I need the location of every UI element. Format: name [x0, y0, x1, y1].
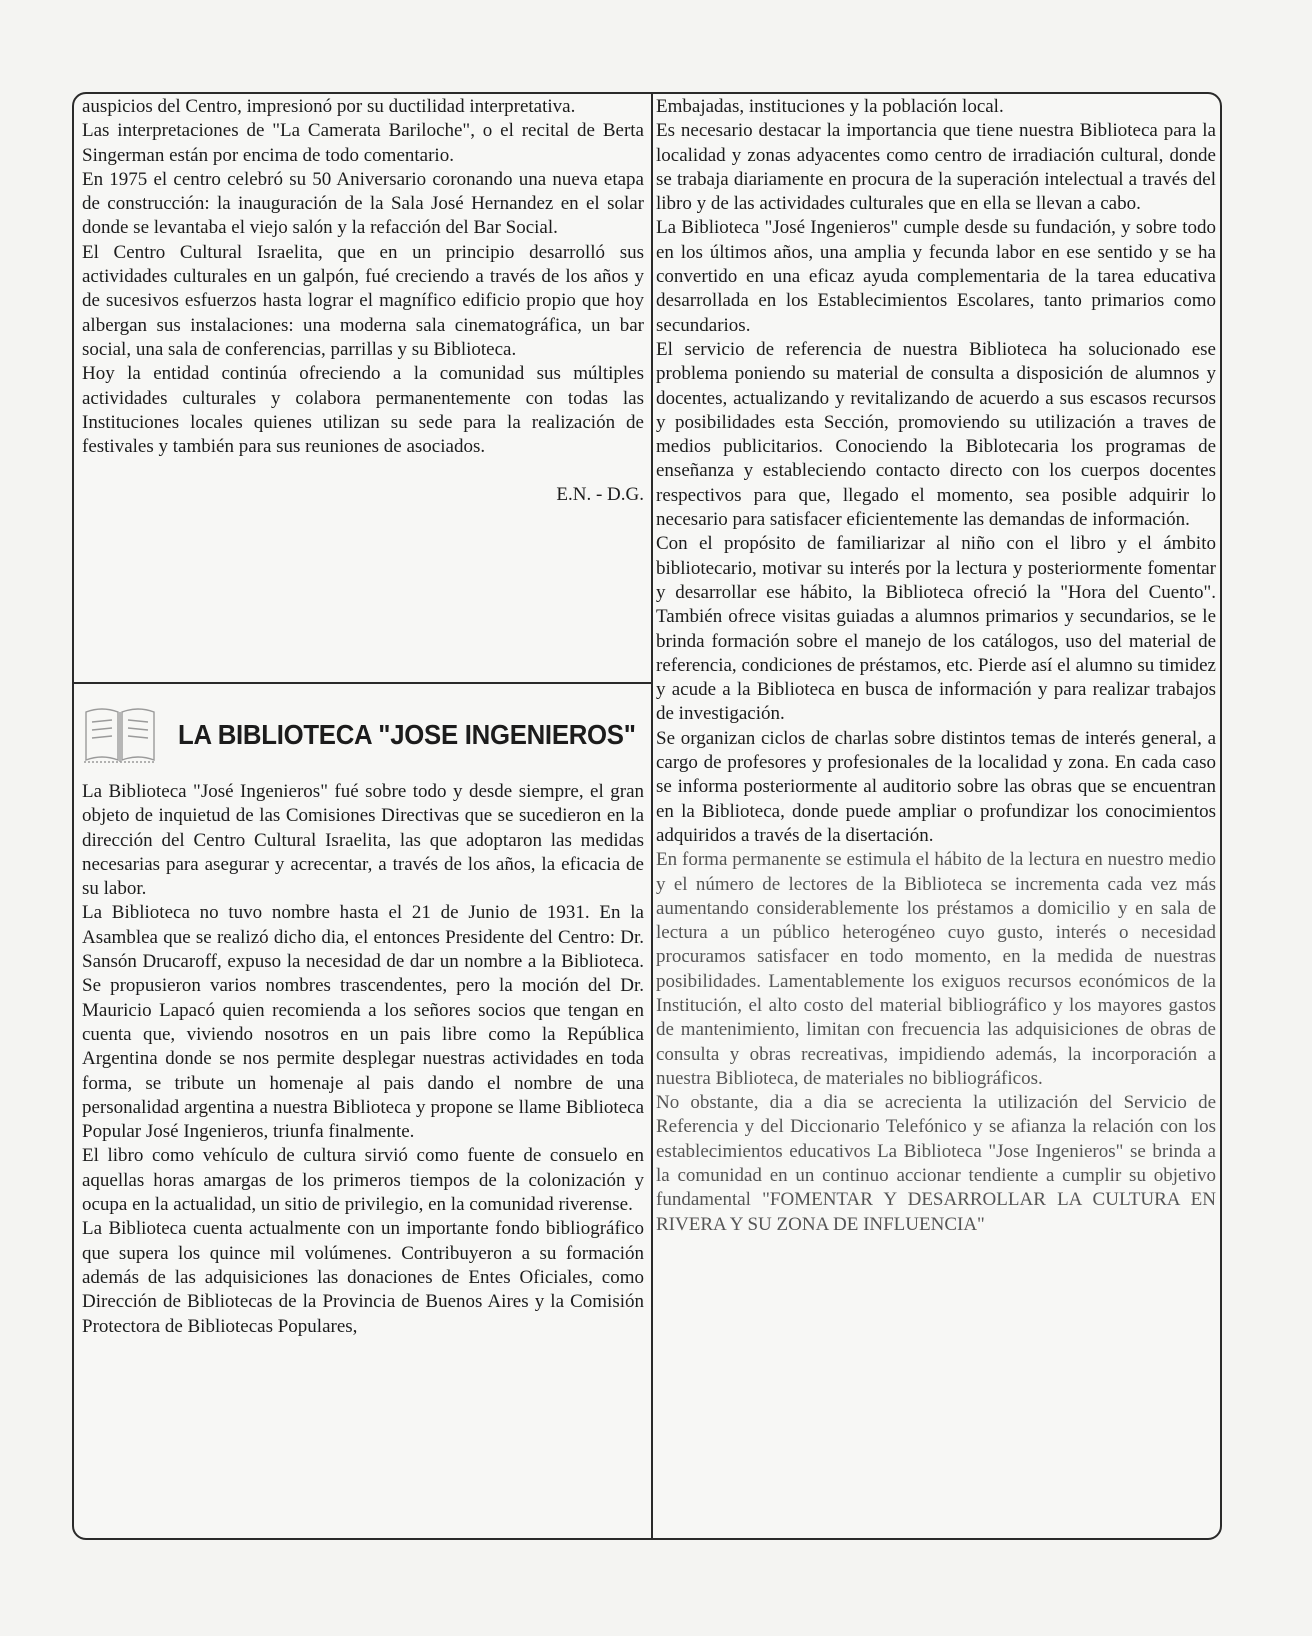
section-title: LA BIBLIOTECA "JOSE INGENIEROS" — [178, 719, 636, 750]
paragraph: La Biblioteca "José Ingenieros" cumple desde su fundación, y sobre todo en los últimos años, una amplia y fecunda labor en ese sentido y se ha convertido en una eficaz ayuda complementaria de la tarea educativa desarrollada en los Establecimientos Escolares, tanto primarios como secundarios. — [656, 217, 1216, 336]
paragraph: En 1975 el centro celebró su 50 Aniversario coronando una nueva etapa de construcción: la inauguración de la Sala José Hernandez en el solar donde se levantaba el viejo salón y la refacción del Bar Social. — [82, 168, 644, 239]
paragraph: Las interpretaciones de "La Camerata Bariloche", o el recital de Berta Singerman están por encima de todo comentario. — [82, 120, 644, 166]
section-heading — [80, 700, 648, 770]
paragraph: El Centro Cultural Israelita, que en un principio desarrolló sus actividades culturales en un galpón, fué creciendo a través de los años y de sucesivos esfuerzos hasta lograr el magnífico edificio propio que hoy albergan sus instalaciones: una moderna sala cinematográfica, un bar social, una sala de conferencias, parrillas y su Biblioteca. — [82, 241, 644, 360]
paragraph: Es necesario destacar la importancia que tiene nuestra Biblioteca para la localidad y zonas adyacentes como centro de irradiación cultural, donde se trabaja diariamente en procura de la superación intelectual a través del libro y de las actividades culturales que en ella se llevan a cabo. — [656, 120, 1216, 215]
paragraph: Se organizan ciclos de charlas sobre distintos temas de interés general, a cargo de profesores y profesionales de la localidad y zona. En cada caso se informa posteriormente al auditorio sobre las obras que se encuentran en la Biblioteca, donde puede ampliar o profundizar los conocimientos adquiridos a través de la disertación. — [656, 727, 1216, 846]
paragraph: auspicios del Centro, impresionó por su ductilidad interpretativa. — [82, 96, 576, 117]
section-divider — [72, 682, 653, 684]
right-column — [656, 95, 1216, 1535]
column-divider — [651, 92, 653, 1540]
paragraph: En forma permanente se estimula el hábito de la lectura en nuestro medio y el número de lectores de la Biblioteca se incrementa cada vez más aumentando considerablemente los préstamos a domicilio y en sala de lectura a un público heterogéneo cuyo gusto, interés o necesidad procuramos satisfacer en todo momento, en la medida de nuestras posibilidades. Lamentablemente los exiguos recursos económicos de la Institución, el alto costo del material bibliográfico y los mayores gastos de mantenimiento, limitan con frecuencia las adquisiciones de obras de consulta y obras recreativas, impidiendo además, la incorporación a nuestra Biblioteca, de materiales no bibliográficos. — [656, 849, 1216, 1089]
left-column-top — [82, 95, 644, 680]
paragraph: No obstante, dia a dia se acrecienta la utilización del Servicio de Referencia y del Diccionario Telefónico y se afianza la relación con los establecimientos educativos La Biblioteca "Jose Ingenieros" se brinda a la comunidad en un continuo accionar tendiente a cumplir su objetivo fundamental "FOMENTAR Y DESARROLLAR LA CULTURA EN RIVERA Y SU ZONA DE INFLUENCIA" — [656, 1092, 1216, 1235]
author-signature: E.N. - D.G. — [556, 484, 644, 506]
paragraph: Hoy la entidad continúa ofreciendo a la comunidad sus múltiples actividades culturales y colabora permanentemente con todas las Instituciones locales quienes utilizan su sede para la realización de festivales y también para sus reuniones de asociados. — [82, 363, 644, 458]
paragraph: El libro como vehículo de cultura sirvió como fuente de consuelo en aquellas horas amargas de los primeros tiempos de la colonización y ocupa en la actualidad, un sitio de privilegio, en la comunidad riverense. — [82, 1145, 644, 1216]
paragraph: El servicio de referencia de nuestra Biblioteca ha solucionado ese problema poniendo su material de consulta a disposición de alumnos y docentes, actualizando y revitalizando de acuerdo a sus escasos recursos y posibilidades esta Sección, promoviendo su utilización a traves de medios publicitarios. Conociendo la Biblotecaria los programas de enseñanza y estableciendo contacto directo con los cuerpos docentes respectivos para que, llegado el momento, sea posible adquirir lo necesario para satisfacer eficientemente las demandas de información. — [656, 338, 1216, 531]
paragraph: La Biblioteca no tuvo nombre hasta el 21 de Junio de 1931. En la Asamblea que se realizó dicho dia, el entonces Presidente del Centro: Dr. Sansón Drucaroff, expuso la necesidad de dar un nombre a la Biblioteca. Se propusieron varios nombres trascendentes, pero la moción del Dr. Mauricio Lapacó quien recomienda a los señores socios que tengan en cuenta que, viviendo nosotros en un pais libre como la República Argentina donde se nos permite desplegar nuestras actividades en toda forma, se tribute un homenaje al pais dando el nombre de una personalidad argentina a nuestra Biblioteca y propone se llame Biblioteca Popular José Ingenieros, triunfa finalmente. — [82, 902, 644, 1143]
book-icon — [80, 704, 160, 766]
left-column-bottom — [82, 780, 644, 1540]
paragraph: Embajadas, instituciones y la población local. — [656, 96, 1004, 117]
paragraph: La Biblioteca cuenta actualmente con un importante fondo bibliográfico que supera los quince mil volúmenes. Contribuyeron a su formación además de las adquisiciones las donaciones de Entes Oficiales, como Dirección de Bibliotecas de la Provincia de Buenos Aires y la Comisión Protectora de Bibliotecas Populares, — [82, 1218, 644, 1337]
paragraph: La Biblioteca "José Ingenieros" fué sobre todo y desde siempre, el gran objeto de inquietud de las Comisiones Directivas que se sucedieron en la dirección del Centro Cultural Israelita, las que adoptaron las medidas necesarias para asegurar y acrecentar, a través de los años, la eficacia de su labor. — [82, 781, 644, 900]
paragraph: Con el propósito de familiarizar al niño con el libro y el ámbito bibliotecario, motivar su interés por la lectura y posteriormente fomentar y desarrollar ese hábito, la Biblioteca ofreció la "Hora del Cuento". También ofrece visitas guiadas a alumnos primarios y secundarios, se le brinda formación sobre el manejo de los catálogos, uso del material de referencia, condiciones de préstamos, etc. Pierde así el alumno su timidez y acude a la Biblioteca en busca de información y para realizar trabajos de investigación. — [656, 533, 1216, 725]
